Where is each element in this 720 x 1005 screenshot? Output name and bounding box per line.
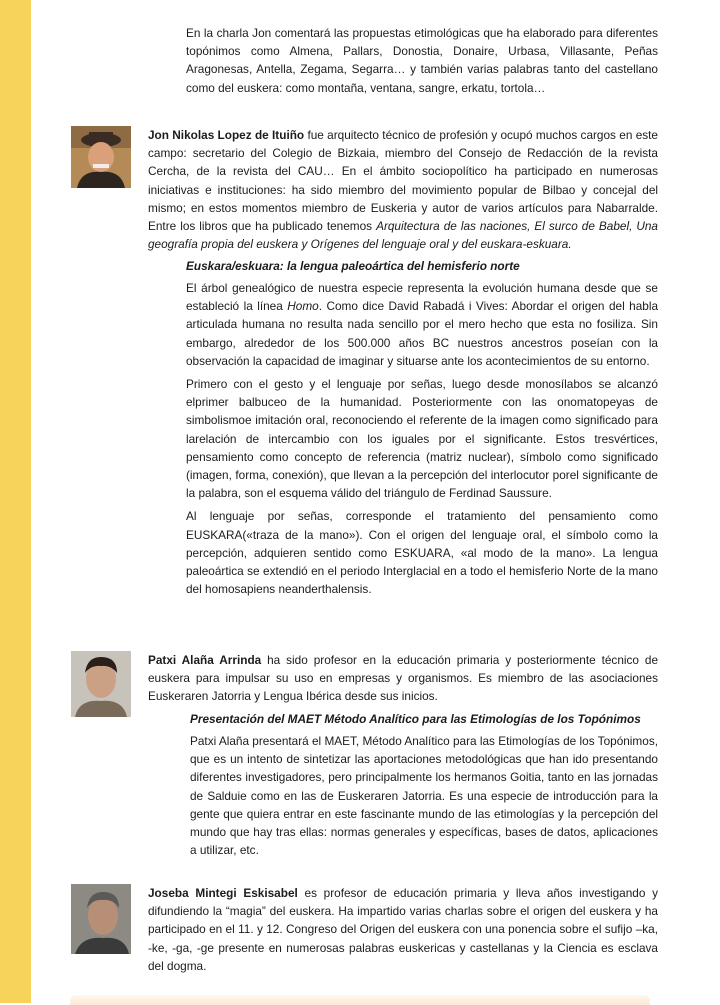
talk-text-italic: Homo — [287, 299, 319, 314]
speaker-section-jon — [148, 126, 658, 253]
speaker-section-patxi — [148, 651, 658, 706]
speaker-photo-jon — [71, 126, 131, 188]
talk-text: El árbol genealógico de nuestra especie representa la evolución humana desde que se estableció la línea — [186, 281, 658, 314]
intro-section — [186, 24, 658, 97]
talk-section-jon — [186, 257, 658, 598]
speaker-bio-text: es profesor de educación primaria y lleva años investigando y difundiendo la “magia” del euskera. Ha impartido varias charlas sobre el origen del euskera y ha participado en el 11. y 12. Congreso del Origen del euskera con una ponencia sobre el sufijo –ka, -ke, -ga, -ge presente en numerosas palabras euskericas y castellanas y la Ciencia es esclava del dogma. — [148, 886, 658, 973]
speaker-bio-text: fue arquitecto técnico de profesión y ocupó muchos cargos en este campo: secretario del Colegio de Bizkaia, miembro del Consejo de Redacción de la revista Cercha, de la revista del CAU… En el ámbito sociopolítico ha participado en numerosas iniciativas e instituciones: ha sido miembro del movimiento popular de Bilbao y concejal del mismo; en estos momentos miembro de Euskeria y autor de varios artículos para Nabarralde. Entre los libros que ha publicado tenemos — [148, 128, 658, 234]
talk-text: . Como dice David Rabadá i Vives: Abordar el origen del habla articulada humana no resulta nada sencillo por el mero hecho que esta no fosiliza. Sin embargo, alrededor de los 500.000 años BC nuestros ancestros poseían con la observación la capacidad de imaginar y situarse ante los acontecimientos de su entorno. — [186, 299, 659, 368]
speaker-books-jon: Arquitectura de las naciones, El surco de Babel, Una geografía propia del euskera y Orígenes del lenguaje oral y del euskara-eskuara. — [148, 219, 658, 252]
speaker-name-jon: Jon Nikolas Lopez de Ituiño — [148, 128, 305, 142]
speaker-bio-text: ha sido profesor en la educación primaria y posteriormente técnico de euskera para impulsar su uso en empresas y organismos. Es miembro de las asociaciones Euskeraren Jatorria y Lengua Ibérica desde sus inicios. — [148, 653, 659, 704]
talk-paragraph-1 — [186, 279, 658, 370]
speaker-name-joseba: Joseba Mintegi Eskisabel — [148, 886, 298, 900]
sidebar-stripe — [0, 0, 31, 1003]
speaker-photo-patxi — [71, 651, 131, 717]
speaker-bio-patxi — [148, 651, 658, 706]
talk-title-patxi: Presentación del MAET Método Analítico para las Etimologías de los Topónimos — [190, 712, 641, 726]
intro-paragraph: En la charla Jon comentará las propuestas etimológicas que ha elaborado para diferentes topónimos como Almena, Pallars, Donostia, Donaire, Urbasa, Villasante, Peñas Aragonesas, Antella, Zegama, Segarra… y también varias palabras tanto del castellano como del euskera: como montaña, ventana, sangre, erkatu, tortola… — [186, 26, 658, 95]
talk-section-patxi — [190, 710, 658, 859]
speaker-section-joseba — [148, 884, 658, 975]
speaker-bio-jon — [148, 126, 658, 253]
talk-paragraph-patxi: Patxi Alaña presentará el MAET, Método Analítico para las Etimologías de los Topónimos, que es un intento de sintetizar las aportaciones metodológicas que han ido presentando diferentes investigadores, pero principalmente los hermanos Goitia, tanto en las jornadas de Salduie como en las de Euskeraren Jatorria. Es una especie de introducción para la gente que quiera entrar en este fascinante mundo de las etimologías y la percepción del mundo que hay tras ellas: normas generales y específicas, bases de datos, aplicaciones a utilizar, etc. — [190, 734, 658, 858]
speaker-name-patxi: Patxi Alaña Arrinda — [148, 653, 262, 667]
speaker-bio-joseba — [148, 884, 658, 975]
talk-paragraph-2: Primero con el gesto y el lenguaje por señas, luego desde monosílabos se alcanzó elprimer balbuceo de la humanidad. Posteriormente con las onomatopeyas de simbolismoe imitación oral, reconociendo el referente de la imagen como significado para larelación de intercambio con los iguales por el significante. Estos tresvértices, pensamiento como concepto de referencia (matriz nuclear), símbolo como significado (imagen, forma, conexión), que llevan a la percepción del interlocutor porel significante de la palabra, son el esquema válido del triángulo de Ferdinad Saussure. — [186, 377, 658, 501]
talk-title-jon: Euskara/eskuara: la lengua paleoártica del hemisferio norte — [186, 259, 520, 273]
talk-paragraph-3: Al lenguaje por señas, corresponde el tratamiento del pensamiento como EUSKARA(«traza de la mano»). Con el origen del lenguaje oral, el símbolo como la percepción, adquieren sentido como ESKUARA, «al modo de la mano». La lengua paleoártica se extendió en el periodo Interglacial en a todo el hemisferio Norte de la mano del homosapiens neanderthalensis. — [186, 509, 658, 597]
speaker-photo-joseba — [71, 884, 131, 954]
bottom-banner-edge — [70, 995, 650, 1005]
